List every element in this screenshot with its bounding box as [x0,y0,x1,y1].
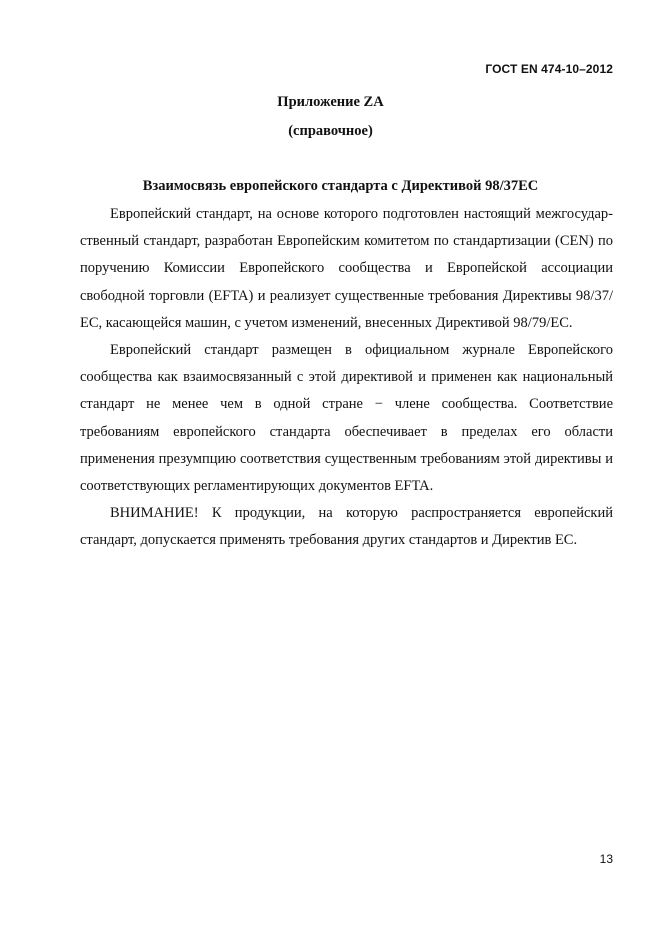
page-number: 13 [599,852,613,866]
paragraph-1: Европейский стандарт, на основе которого подготовлен настоящий межгосударственный стандарт, разработан Европейским комитетом по стандартизации (CEN) по поручению Комиссии Европейского сообщества и Европейской ассоциации свободной торговли (EFTA) и реализует существенные требования Директивы 98/37/ЕС, касающейся машин, с учетом изменений, внесенных Директивой 98/79/ЕС. [80,206,613,331]
document-code: ГОСТ EN 474-10–2012 [485,62,613,76]
paragraph-3: ВНИМАНИЕ! К продукции, на которую распространяется европейский стандарт, допускается применять требования других стандартов и Директив ЕС. [80,505,613,549]
annex-subtitle: (справочное) [288,123,373,139]
section-heading: Взаимосвязь европейского стандарта с Директивой 98/37ЕС [142,178,539,194]
annex-title: Приложение ZA [277,94,384,110]
paragraph-2: Европейский стандарт размещен в официальном журнале Европейского сообщества как взаимосвязанный с этой директивой и применен как национальный стандарт не менее чем в одной стране − члене сообщества. Соответствие требованиям европейского стандарта обеспечивает в пределах его области применения презумпцию соответствия существенным требованиям этой директивы и соответствующих регламентирующих документов EFTA. [80,342,613,495]
body-text [80,201,613,555]
